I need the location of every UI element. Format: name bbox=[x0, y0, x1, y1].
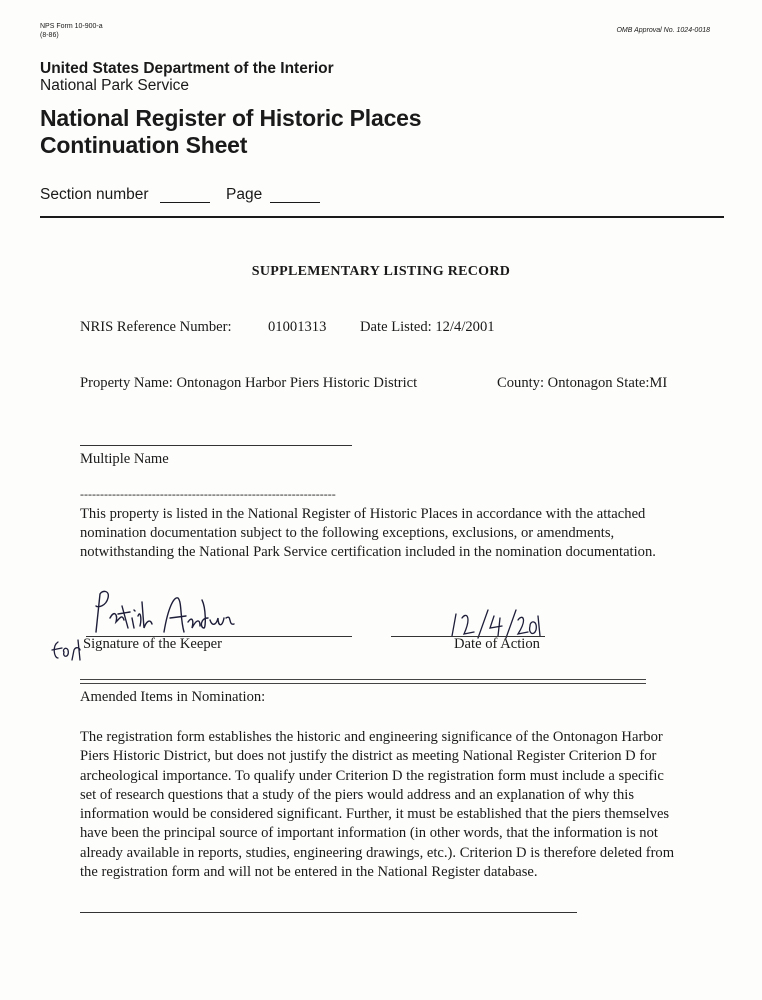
listing-statement: This property is listed in the National Register of Historic Places in accordance with the attached nomination documentation subject to the following exceptions, exclusions, or amendments, notwithstanding the National Park Service certification included in the nomination documentation. bbox=[80, 506, 656, 560]
form-id-block bbox=[40, 22, 103, 40]
section-number-label: Section number bbox=[40, 186, 149, 203]
form-number: NPS Form 10-900-a bbox=[40, 23, 103, 30]
form-date: (8-86) bbox=[40, 32, 59, 39]
page-label: Page bbox=[226, 186, 263, 203]
closing-rule bbox=[80, 912, 577, 913]
keeper-signature bbox=[88, 588, 248, 643]
keeper-signature-label: Signature of the Keeper bbox=[83, 636, 222, 652]
department-name: United States Department of the Interior bbox=[40, 60, 334, 77]
property-name: Property Name: Ontonagon Harbor Piers Historic District bbox=[80, 375, 418, 391]
date-listed: Date Listed: 12/4/2001 bbox=[360, 319, 495, 335]
omb-approval: OMB Approval No. 1024-0018 bbox=[616, 27, 710, 34]
multiple-name-field bbox=[80, 445, 352, 446]
document-title: National Register of Historic Places bbox=[40, 105, 422, 131]
record-title: SUPPLEMENTARY LISTING RECORD bbox=[251, 264, 511, 279]
nris-label: NRIS Reference Number: bbox=[80, 319, 232, 335]
nris-value: 01001313 bbox=[268, 319, 327, 335]
header-divider bbox=[40, 216, 724, 218]
page-number-field bbox=[270, 202, 320, 203]
multiple-name-label: Multiple Name bbox=[80, 451, 169, 467]
date-of-action-label: Date of Action bbox=[454, 636, 540, 652]
section-number-field bbox=[160, 202, 210, 203]
county-state: County: Ontonagon State:MI bbox=[497, 375, 668, 391]
amended-items-text: The registration form establishes the historic and engineering significance of the Ontonagon Harbor Piers Historic District, but does not justify the district as meeting National Register Criterion D for archeological importance. To qualify under Criterion D the registration form must include a specific set of research questions that a study of the piers would address and an explanation of why this information would be considered significant. Further, it must be established that the piers themselves have been the principal source of important information (in other words, that the information is not already available in reports, studies, engineering drawings, etc.). Criterion D is therefore deleted from the registration form and will not be entered in the National Register database. bbox=[80, 729, 675, 881]
signature-image bbox=[88, 588, 248, 638]
initials-image bbox=[50, 638, 84, 662]
double-rule-separator bbox=[80, 679, 646, 684]
agency-name: National Park Service bbox=[40, 77, 190, 94]
dash-separator: ---------------------------------------------------------------- bbox=[80, 487, 336, 501]
amended-items-label: Amended Items in Nomination: bbox=[80, 689, 266, 705]
handwritten-initials bbox=[50, 638, 84, 667]
document-subtitle: Continuation Sheet bbox=[40, 132, 248, 158]
